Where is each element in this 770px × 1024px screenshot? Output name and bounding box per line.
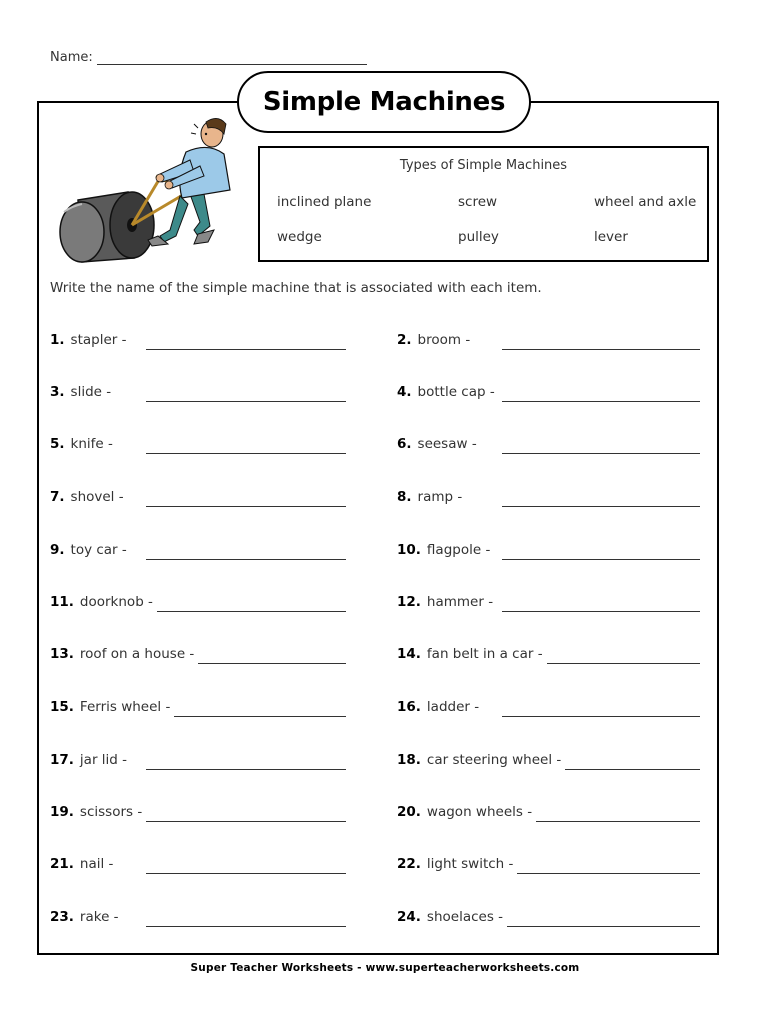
question-number: 16. [397, 699, 421, 715]
question-text: Ferris wheel - [79, 699, 171, 715]
question-number: 6. [397, 436, 412, 452]
question-text: roof on a house - [79, 646, 195, 662]
question-text: ramp - [417, 489, 463, 505]
man-figure [148, 118, 230, 246]
question-text: fan belt in a car - [426, 646, 543, 662]
question-item [50, 646, 194, 662]
type-item: pulley [458, 229, 499, 245]
question-item [50, 752, 127, 768]
question-number: 5. [50, 436, 65, 452]
question-item [50, 384, 111, 400]
question-item [397, 699, 479, 715]
question-text: doorknob - [79, 594, 153, 610]
question-number: 4. [397, 384, 412, 400]
question-item [50, 909, 119, 925]
question-number: 24. [397, 909, 421, 925]
question-number: 20. [397, 804, 421, 820]
question-number: 15. [50, 699, 74, 715]
question-text: jar lid - [79, 752, 128, 768]
question-number: 18. [397, 752, 421, 768]
answer-line[interactable] [502, 401, 700, 402]
answer-line[interactable] [502, 506, 700, 507]
question-item [397, 594, 493, 610]
question-item [50, 594, 153, 610]
question-item [50, 436, 113, 452]
question-text: knife - [70, 436, 113, 452]
question-text: stapler - [70, 332, 127, 348]
question-item [50, 489, 124, 505]
question-text: light switch - [426, 856, 514, 872]
question-number: 11. [50, 594, 74, 610]
question-item [397, 909, 503, 925]
question-item [397, 646, 543, 662]
answer-line[interactable] [146, 769, 346, 770]
question-item [397, 332, 470, 348]
question-text: wagon wheels - [426, 804, 533, 820]
footer-credit: Super Teacher Worksheets - www.superteacherworksheets.com [190, 962, 580, 974]
answer-line[interactable] [565, 769, 700, 770]
question-number: 9. [50, 542, 65, 558]
answer-line[interactable] [547, 663, 700, 664]
answer-line[interactable] [502, 716, 700, 717]
question-number: 3. [50, 384, 65, 400]
question-text: rake - [79, 909, 119, 925]
question-text: nail - [79, 856, 114, 872]
question-text: shoelaces - [426, 909, 504, 925]
question-number: 2. [397, 332, 412, 348]
answer-line[interactable] [198, 663, 346, 664]
name-input-line[interactable] [97, 52, 367, 65]
question-item [50, 699, 170, 715]
answer-line[interactable] [502, 611, 700, 612]
question-number: 17. [50, 752, 74, 768]
types-box-title: Types of Simple Machines [399, 158, 568, 173]
man-pushing-roller-illustration [48, 112, 238, 272]
question-item [397, 856, 513, 872]
question-number: 8. [397, 489, 412, 505]
question-item [397, 489, 462, 505]
answer-line[interactable] [502, 453, 700, 454]
question-text: ladder - [426, 699, 480, 715]
question-item [397, 542, 490, 558]
answer-line[interactable] [146, 559, 346, 560]
type-item: inclined plane [277, 194, 372, 210]
roller-drum [60, 192, 154, 262]
question-item [50, 804, 142, 820]
question-number: 21. [50, 856, 74, 872]
page-title: Simple Machines [237, 71, 531, 133]
answer-line[interactable] [507, 926, 700, 927]
question-number: 14. [397, 646, 421, 662]
question-item [50, 856, 113, 872]
question-text: scissors - [79, 804, 143, 820]
question-text: seesaw - [417, 436, 477, 452]
type-item: wedge [277, 229, 322, 245]
answer-line[interactable] [146, 506, 346, 507]
answer-line[interactable] [502, 559, 700, 560]
question-number: 13. [50, 646, 74, 662]
question-number: 19. [50, 804, 74, 820]
answer-line[interactable] [146, 401, 346, 402]
answer-line[interactable] [146, 453, 346, 454]
question-text: hammer - [426, 594, 494, 610]
name-label: Name: [50, 50, 93, 65]
question-item [397, 752, 561, 768]
answer-line[interactable] [536, 821, 700, 822]
answer-line[interactable] [517, 873, 700, 874]
question-number: 10. [397, 542, 421, 558]
type-item: wheel and axle [594, 194, 697, 210]
question-item [397, 436, 477, 452]
question-item [397, 804, 532, 820]
answer-line[interactable] [146, 873, 346, 874]
answer-line[interactable] [174, 716, 346, 717]
answer-line[interactable] [146, 926, 346, 927]
answer-line[interactable] [146, 349, 346, 350]
question-number: 12. [397, 594, 421, 610]
question-item [50, 542, 127, 558]
type-item: screw [458, 194, 498, 210]
question-number: 7. [50, 489, 65, 505]
question-number: 23. [50, 909, 74, 925]
question-text: shovel - [70, 489, 124, 505]
question-number: 1. [50, 332, 65, 348]
answer-line[interactable] [502, 349, 700, 350]
question-text: car steering wheel - [426, 752, 562, 768]
instructions: Write the name of the simple machine that is associated with each item. [50, 280, 542, 296]
question-text: broom - [417, 332, 471, 348]
question-item [397, 384, 495, 400]
types-of-simple-machines-box [258, 146, 709, 262]
question-text: toy car - [70, 542, 127, 558]
question-text: bottle cap - [417, 384, 495, 400]
question-item [50, 332, 126, 348]
answer-line[interactable] [146, 821, 346, 822]
name-row [50, 50, 367, 65]
question-text: flagpole - [426, 542, 491, 558]
answer-line[interactable] [157, 611, 346, 612]
question-number: 22. [397, 856, 421, 872]
question-text: slide - [70, 384, 112, 400]
type-item: lever [594, 229, 628, 245]
